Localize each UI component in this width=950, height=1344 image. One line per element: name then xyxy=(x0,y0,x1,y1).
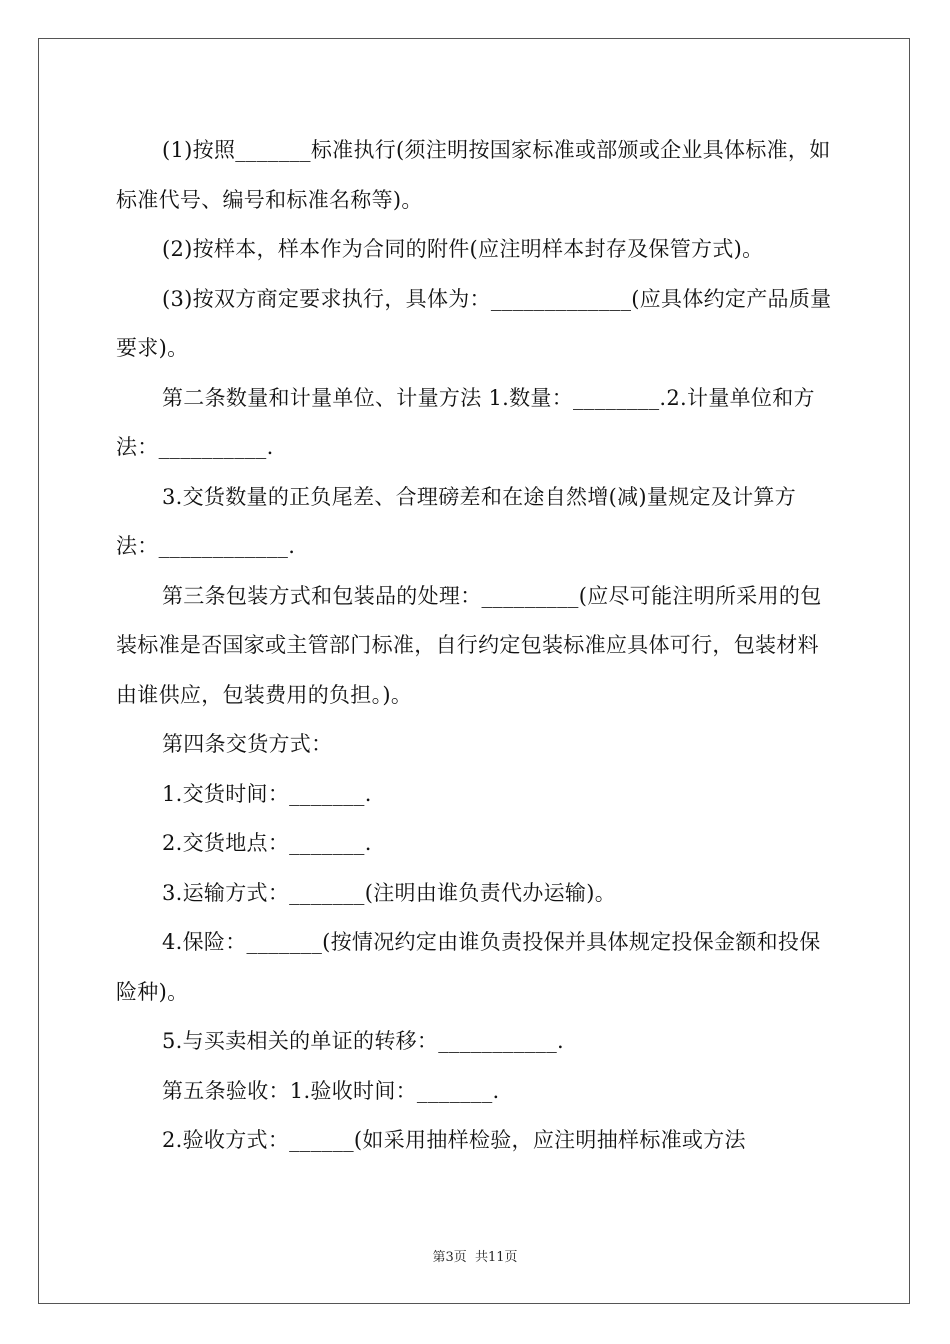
paragraph-article-4: 第四条交货方式： xyxy=(162,732,333,756)
paragraph-standard-1: (1)按照_______标准执行(须注明按国家标准或部颁或企业具体标准，如标准代号、编号和标准名称等)。 xyxy=(116,138,831,212)
page-total: 共11页 xyxy=(474,1250,518,1265)
page-number: 第3页 xyxy=(432,1250,467,1265)
document-body xyxy=(116,126,836,1166)
paragraph-standard-2: (2)按样本，样本作为合同的附件(应注明样本封存及保管方式)。 xyxy=(162,237,764,261)
paragraph-article-2: 第二条数量和计量单位、计量方法 1.数量：________.2.计量单位和方法：__________. xyxy=(116,385,815,459)
page-footer xyxy=(0,1246,950,1265)
paragraph-article-4-item-3: 3.运输方式：_______(注明由谁负责代办运输)。 xyxy=(162,880,617,905)
paragraph-article-4-item-1: 1.交货时间：_______. xyxy=(162,781,372,806)
paragraph-article-4-item-5: 5.与买卖相关的单证的转移：___________. xyxy=(162,1029,565,1053)
paragraph-article-5-item-2: 2.验收方式：______(如采用抽样检验，应注明抽样标准或方法 xyxy=(162,1128,746,1152)
paragraph-article-4-item-2: 2.交货地点：_______. xyxy=(162,831,372,855)
paragraph-standard-3: (3)按双方商定要求执行，具体为：_____________(应具体约定产品质量要求)。 xyxy=(116,286,832,360)
paragraph-article-4-item-4: 4.保险：_______(按情况约定由谁负责投保并具体规定投保金额和投保险种)。 xyxy=(116,930,821,1004)
paragraph-article-3: 第三条包装方式和包装品的处理：_________(应尽可能注明所采用的包装标准是否国家或主管部门标准，自行约定包装标准应具体可行，包装材料由谁供应，包装费用的负担。)。 xyxy=(116,583,822,707)
paragraph-article-2-item-3: 3.交货数量的正负尾差、合理磅差和在途自然增(减)量规定及计算方法：____________. xyxy=(116,484,797,558)
paragraph-article-5: 第五条验收：1.验收时间：_______. xyxy=(162,1078,500,1103)
